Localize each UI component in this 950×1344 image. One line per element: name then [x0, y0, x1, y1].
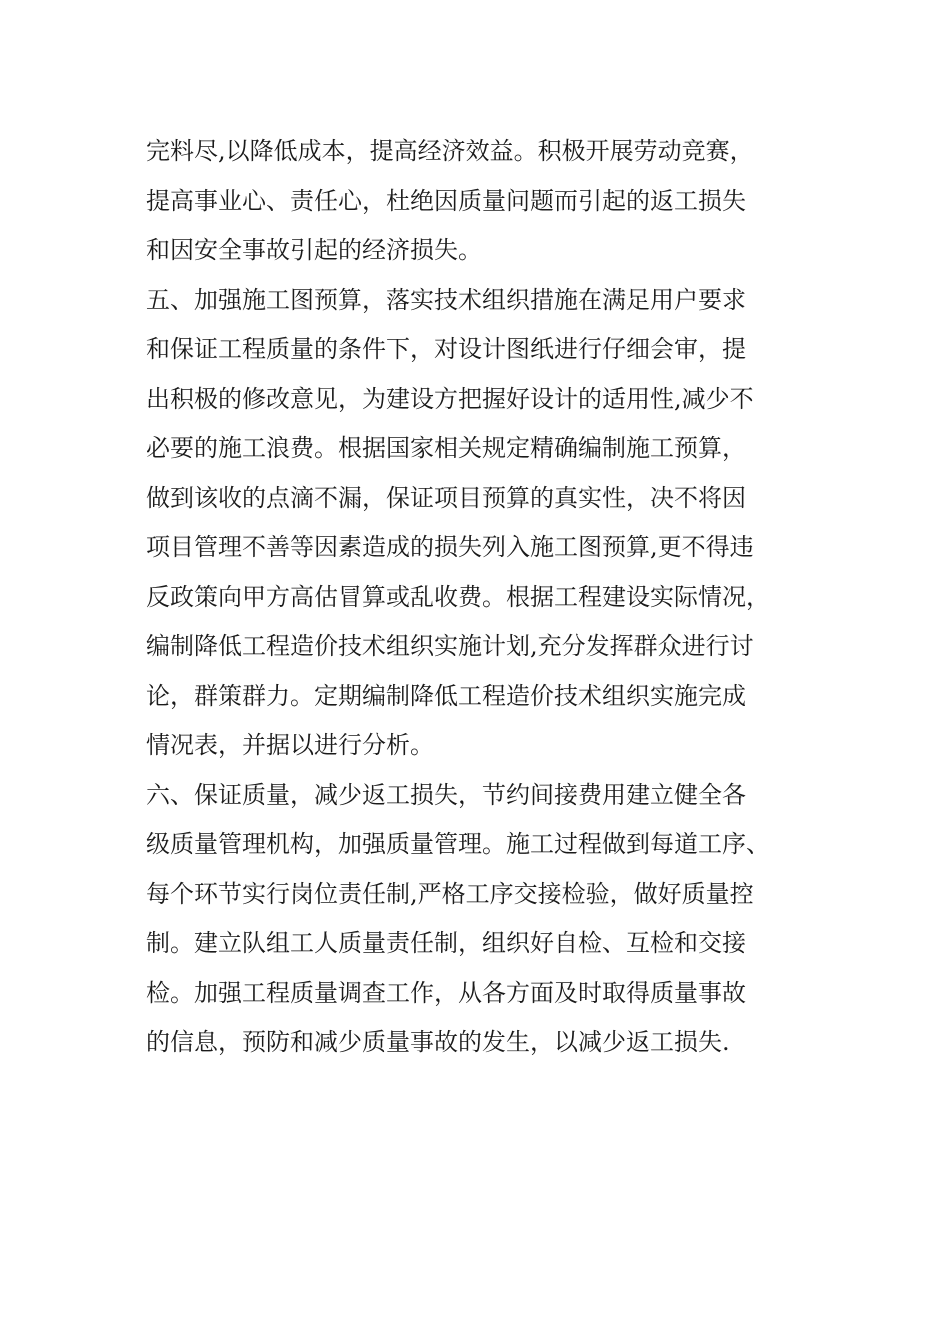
text-line: 编制降低工程造价技术组织实施计划,充分发挥群众进行讨	[146, 632, 754, 660]
section-five-heading-line: 五、加强施工图预算，落实技术组织措施在满足用户要求	[146, 285, 746, 314]
text-line: 的信息，预防和减少质量事故的发生，以减少返工损失.	[146, 1028, 730, 1056]
text-line: 和因安全事故引起的经济损失。	[146, 236, 482, 264]
text-line: 制。建立队组工人质量责任制，组织好自检、互检和交接	[146, 929, 746, 957]
section-six-heading-line: 六、保证质量，减少返工损失，节约间接费用建立健全各	[146, 780, 746, 809]
text-line: 检。加强工程质量调查工作，从各方面及时取得质量事故	[146, 978, 746, 1007]
text-line: 反政策向甲方高估冒算或乱收费。根据工程建设实际情况，	[146, 582, 770, 611]
text-line: 和保证工程质量的条件下，对设计图纸进行仔细会审，提	[146, 335, 746, 363]
text-line: 情况表，并据以进行分析。	[146, 731, 434, 759]
text-line: 出积极的修改意见，为建设方把握好设计的适用性,减少不	[146, 384, 754, 413]
body-text	[146, 127, 806, 1068]
text-line: 项目管理不善等因素造成的损失列入施工图预算,更不得违	[146, 533, 754, 561]
text-line: 完料尽,以降低成本，提高经济效益。积极开展劳动竞赛，	[146, 137, 754, 165]
text-line: 级质量管理机构，加强质量管理。施工过程做到每道工序、	[146, 830, 770, 858]
text-line: 必要的施工浪费。根据国家相关规定精确编制施工预算，	[146, 434, 746, 462]
text-line: 做到该收的点滴不漏，保证项目预算的真实性，决不将因	[146, 483, 746, 512]
text-line: 每个环节实行岗位责任制,严格工序交接检验，做好质量控	[146, 879, 754, 908]
text-line: 论，群策群力。定期编制降低工程造价技术组织实施完成	[146, 681, 746, 710]
text-line: 提高事业心、责任心，杜绝因质量问题而引起的返工损失	[146, 186, 746, 215]
